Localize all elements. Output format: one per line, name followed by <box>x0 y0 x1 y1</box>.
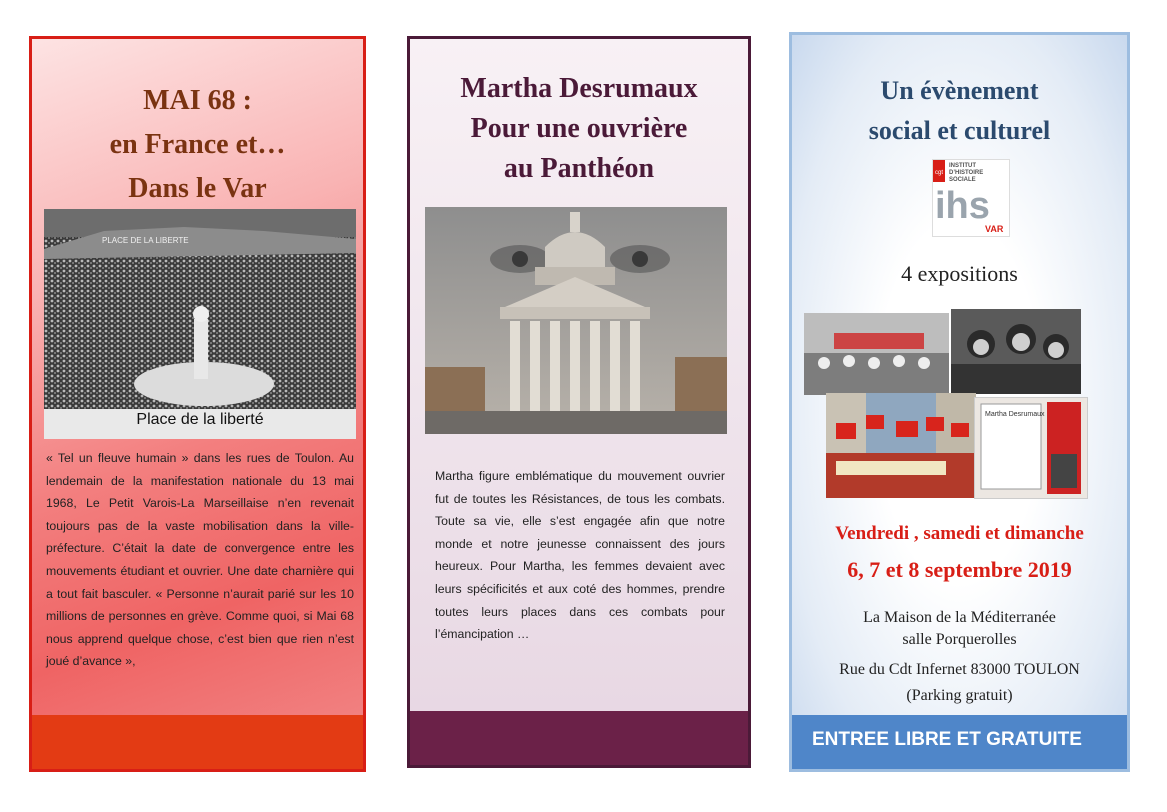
venue-address: Rue du Cdt Infernet 83000 TOULON <box>839 661 1080 678</box>
ihs-var-logo <box>932 159 1010 237</box>
martha-title-line2: Pour une ouvrière <box>470 113 688 144</box>
mai68-title <box>32 79 363 211</box>
free-entry-label: ENTREE LIBRE ET GRATUITE <box>812 729 1082 750</box>
event-title-line1: Un évènement <box>880 76 1039 105</box>
logo-line2: D’HISTOIRE <box>949 170 984 176</box>
logo-big-text: ihs <box>935 185 990 227</box>
collage-exhibit-text: Martha Desrumaux <box>985 411 1045 418</box>
expositions-label: 4 expositions <box>901 261 1018 286</box>
crowd-photo <box>44 209 356 435</box>
martha-title-line3: au Panthéon <box>503 153 655 184</box>
photo-caption: Place de la liberté <box>136 411 264 428</box>
mai68-text: « Tel un fleuve humain » dans les rues de Toulon. Au lendemain de la manifestation nationale du 13 mai 1968, Le Petit Varois-La Marseillaise n’en revenait toujours pas de la vaste mobilisation dans la ville-préfecture. C’était la date de convergence entre les mouvements étudiant et ouvrier. Une date charnière qui a tout fait basculer. « Personne n’aurait parié sur les 10 millions de personnes en grève. Comme quoi, si Mai 68 nous apprend quelque chose, c’est bien que rien n’est joué d’avance », <box>46 451 354 669</box>
mai68-panel <box>29 36 366 772</box>
photo-sign-text: PLACE DE LA LIBERTE <box>102 236 189 245</box>
photo-collage <box>804 309 1094 499</box>
entry-footer-bar <box>792 715 1127 769</box>
mai68-title-line2: en France et… <box>109 129 286 160</box>
martha-panel <box>407 36 751 768</box>
logo-badge-text: cgt <box>934 170 944 176</box>
martha-footer-bar <box>410 711 748 765</box>
venue-room: salle Porquerolles <box>902 631 1017 648</box>
event-panel <box>789 32 1130 772</box>
mai68-footer-bar <box>32 715 363 769</box>
martha-title-line1: Martha Desrumaux <box>460 73 698 104</box>
event-title <box>792 71 1127 151</box>
mai68-title-line1: MAI 68 : <box>143 85 252 116</box>
logo-line3: SOCIALE <box>949 177 976 183</box>
collage-photo-crowd-bw <box>951 309 1081 394</box>
mai68-title-line3: Dans le Var <box>128 173 267 204</box>
collage-photo-nurses <box>804 313 949 395</box>
event-dates: 6, 7 et 8 septembre 2019 <box>847 557 1072 582</box>
logo-line1: INSTITUT <box>949 163 976 169</box>
parking-note: (Parking gratuit) <box>906 687 1013 704</box>
martha-text: Martha figure emblématique du mouvement ouvrier fut de toutes les Résistances, de tous les combats. Toute sa vie, elle s’est engagée afin que notre monde et notre jeunesse connaissent des jours heureux. Pour Martha, les femmes devaient avec leurs spécificités et aux coté des hommes, prendre toutes leurs places dans ces combats pour l’émancipation … <box>435 469 725 642</box>
collage-photo-exhibit <box>974 397 1088 499</box>
logo-region-text: VAR <box>985 224 1004 234</box>
venue-name: La Maison de la Méditerranée <box>863 609 1056 626</box>
pantheon-portrait-photo <box>425 207 727 434</box>
collage-photo-march <box>826 393 976 498</box>
event-days: Vendredi , samedi et dimanche <box>835 523 1084 544</box>
martha-title <box>410 69 748 189</box>
venue-info <box>792 607 1127 707</box>
event-title-line2: social et culturel <box>868 116 1051 145</box>
